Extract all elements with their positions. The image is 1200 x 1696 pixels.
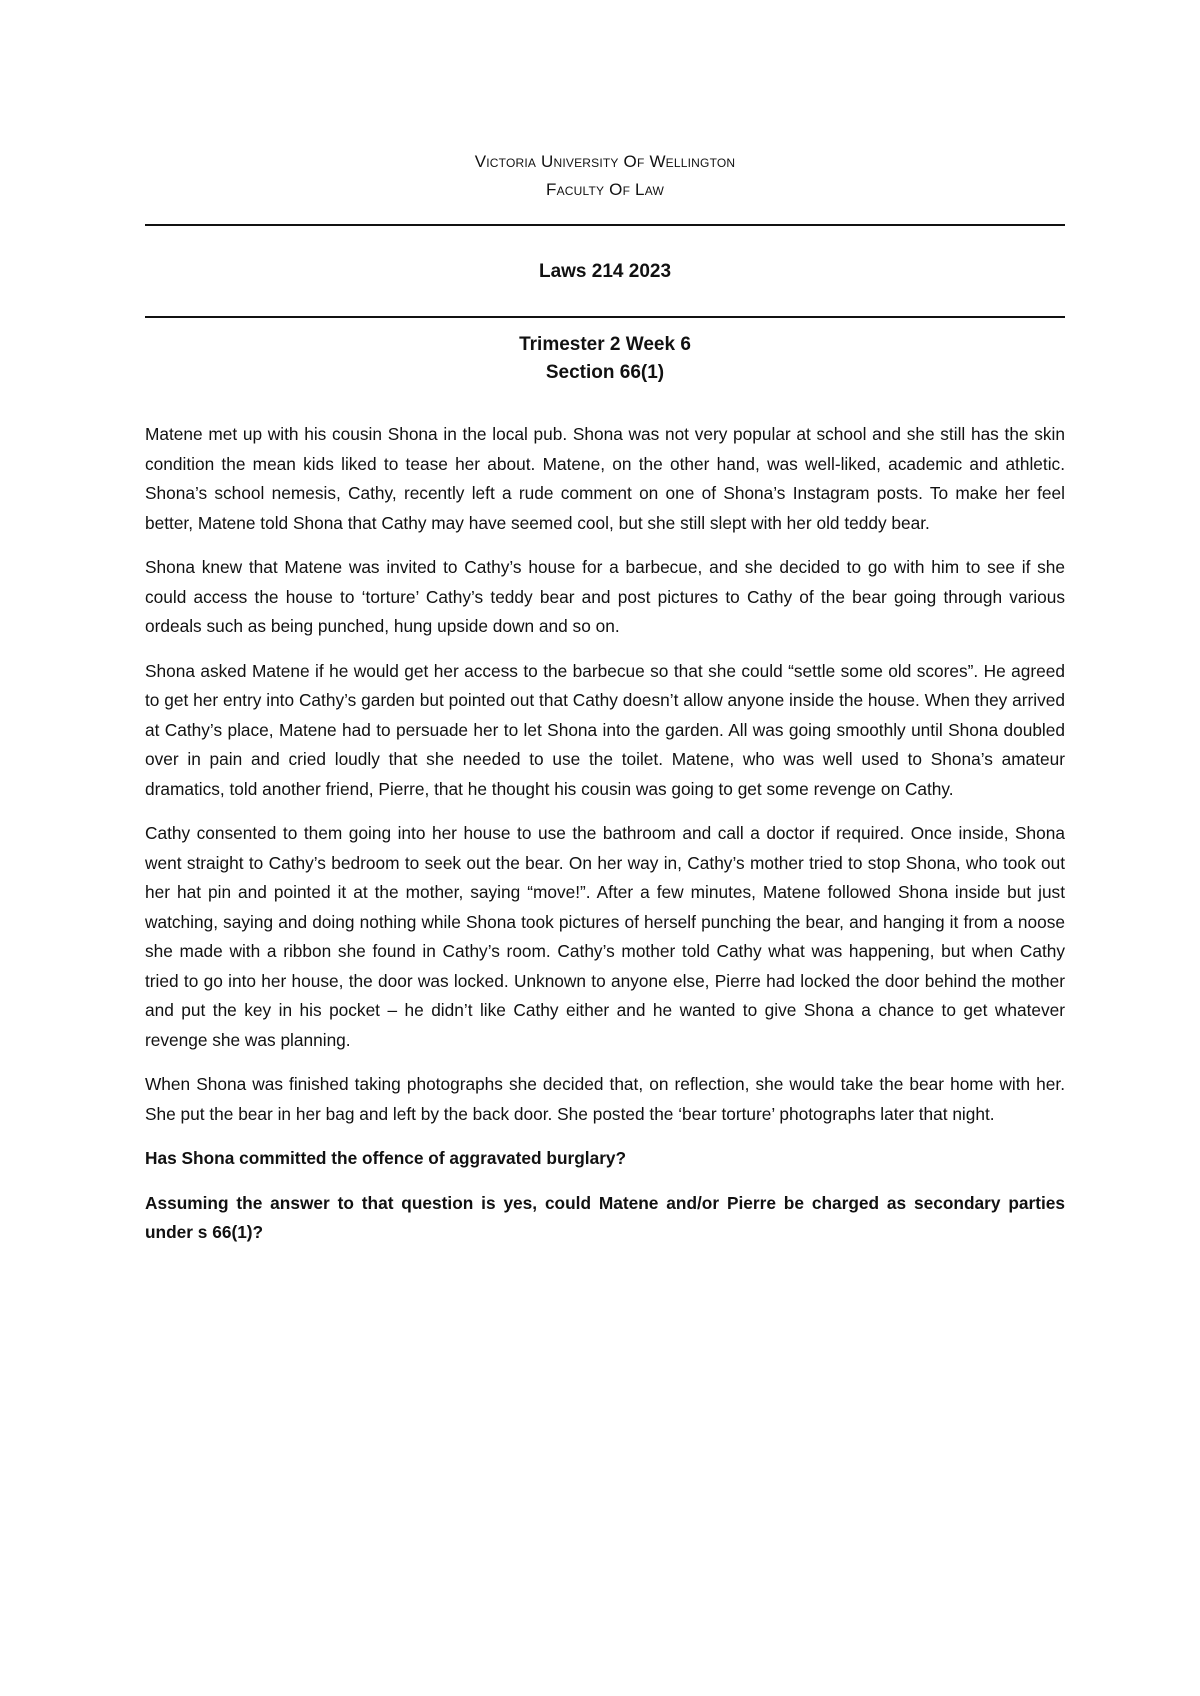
course-title: Laws 214 2023 [538,261,672,282]
section-heading: Section 66(1) [545,362,665,383]
faculty-title: Faculty Of Law [546,180,664,199]
university-name [145,148,1065,176]
course-divider [145,316,1065,318]
faculty-name [145,176,1065,204]
question-2: Assuming the answer to that question is yes, could Matene and/or Pierre be charged as secondary parties under s 66(1)? [145,1192,1065,1242]
scenario-paragraph-3: Shona asked Matene if he would get her access to the barbecue so that she could “settle some old scores”. He agreed to get her entry into Cathy’s garden but pointed out that Cathy doesn’t allow anyone inside the house. When they arrived at Cathy’s place, Matene had to persuade her to let Shona into the garden. All was going smoothly until Shona doubled over in pain and cried loudly that she needed to use the toilet. Matene, who was well used to Shona’s amateur dramatics, told another friend, Pierre, that he thought his cousin was going to get some revenge on Cathy. [145,660,1065,799]
scenario-paragraph-1: Matene met up with his cousin Shona in the local pub. Shona was not very popular at school and she still has the skin condition the mean kids liked to tease her about. Matene, on the other hand, was well-liked, academic and athletic. Shona’s school nemesis, Cathy, recently left a rude comment on one of Shona’s Instagram posts. To make her feel better, Matene told Shona that Cathy may have seemed cool, but she still slept with her old teddy bear. [145,424,1065,533]
header-divider [145,224,1065,226]
scenario-paragraph-2: Shona knew that Matene was invited to Cathy’s house for a barbecue, and she decided to go with him to see if she could access the house to ‘torture’ Cathy’s teddy bear and post pictures to Cathy of the bear going through various ordeals such as being punched, hung upside down and so on. [145,557,1065,636]
scenario-paragraph-4: Cathy consented to them going into her house to use the bathroom and call a doctor if required. Once inside, Shona went straight to Cathy’s bedroom to seek out the bear. On her way in, Cathy’s mother tried to stop Shona, who took out her hat pin and pointed it at the mother, saying “move!”. After a few minutes, Matene followed Shona inside but just watching, saying and doing nothing while Shona took pictures of herself punching the bear, and hanging it from a noose she made with a ribbon she found in Cathy’s room. Cathy’s mother told Cathy what was happening, but when Cathy tried to go into her house, the door was locked. Unknown to anyone else, Pierre had locked the door behind the mother and put the key in his pocket – he didn’t like Cathy either and he wanted to give Shona a chance to get whatever revenge she was planning. [145,823,1065,1050]
term-heading: Trimester 2 Week 6 [519,334,691,355]
university-title: Victoria University Of Wellington [474,152,736,171]
scenario-paragraph-5: When Shona was finished taking photographs she decided that, on reflection, she would take the bear home with her. She put the bear in her bag and left by the back door. She posted the ‘bear torture’ photographs later that night. [145,1074,1065,1124]
document-page [145,148,1065,1248]
question-1: Has Shona committed the offence of aggravated burglary? [145,1148,627,1168]
